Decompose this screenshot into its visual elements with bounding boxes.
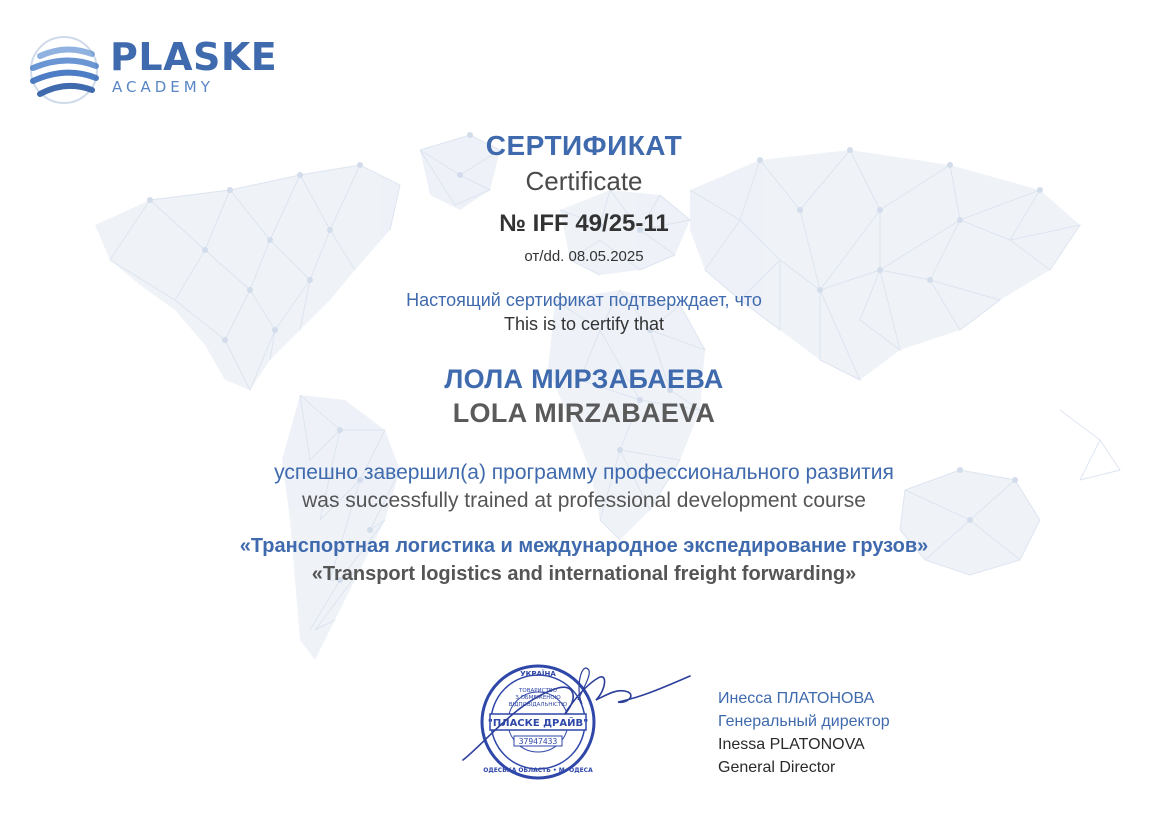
- svg-text:ВІДПОВІДАЛЬНІСТЮ: ВІДПОВІДАЛЬНІСТЮ: [508, 702, 568, 708]
- recipient-name-en: LOLA MIRZABAEVA: [452, 398, 716, 428]
- svg-text:37947433: 37947433: [518, 737, 558, 746]
- globe-logo-icon: [28, 34, 100, 106]
- certificate-date: от/dd. 08.05.2025: [524, 248, 644, 265]
- signatory-name-en: Inessa PLATONOVA: [718, 736, 865, 753]
- certificate-title-ru: СЕРТИФИКАТ: [485, 130, 683, 161]
- completion-text-ru: успешно завершил(а) программу профессионального развития: [274, 461, 894, 484]
- brand-logo: [28, 34, 288, 106]
- completion-text-en: was successfully trained at professional development course: [302, 489, 866, 512]
- logo-name: PLASKE: [110, 35, 278, 79]
- svg-text:ТОВАРИСТВО: ТОВАРИСТВО: [519, 688, 557, 694]
- certificate-number: № IFF 49/25-11: [499, 210, 669, 237]
- recipient-name-ru: ЛОЛА МИРЗАБАЕВА: [444, 364, 724, 394]
- signatory-name-ru: Инесса ПЛАТОНОВА: [718, 690, 875, 707]
- course-title-ru: «Транспортная логистика и международное экспедирование грузов»: [239, 535, 929, 557]
- course-title-en: «Transport logistics and international freight forwarding»: [311, 563, 857, 585]
- certificate-title-en: Certificate: [525, 166, 643, 196]
- svg-text:ОДЕСЬКА ОБЛАСТЬ • М. ОДЕСА: ОДЕСЬКА ОБЛАСТЬ • М. ОДЕСА: [483, 767, 593, 774]
- svg-text:"ПЛАСКЕ ДРАЙВ": "ПЛАСКЕ ДРАЙВ": [487, 718, 589, 729]
- certify-text-en: This is to certify that: [503, 314, 665, 334]
- stamp-seal: [482, 666, 594, 778]
- svg-text:З ОБМЕЖЕНОЮ: З ОБМЕЖЕНОЮ: [515, 695, 561, 701]
- signatory-block: [718, 687, 890, 779]
- svg-text:УКРАЇНА: УКРАЇНА: [520, 670, 556, 678]
- logo-subtitle: ACADEMY: [112, 78, 214, 96]
- certify-text-ru: Настоящий сертификат подтверждает, что: [406, 290, 762, 310]
- signatory-position-en: General Director: [718, 759, 836, 776]
- company-stamp-and-signature: [458, 660, 698, 782]
- signatory-position-ru: Генеральный директор: [718, 713, 890, 730]
